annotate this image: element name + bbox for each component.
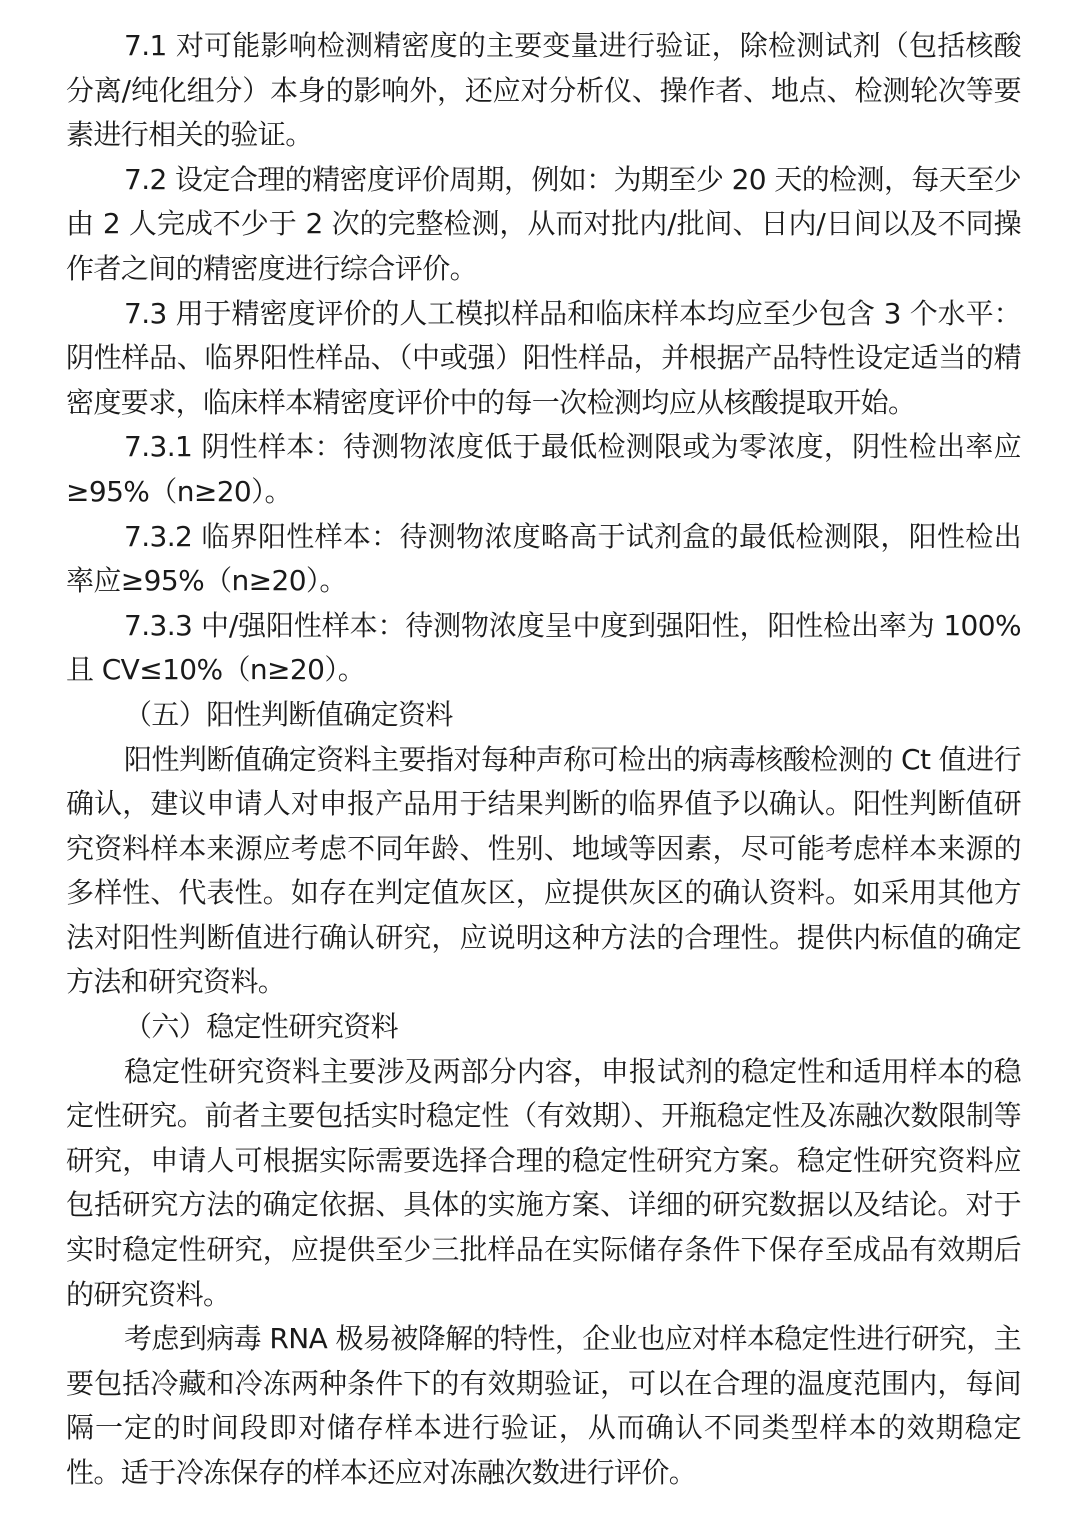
paragraph-7-3: 7.3 用于精密度评价的人工模拟样品和临床样本均应至少包含 3 个水平：阴性样品、临界阳性样品、（中或强）阳性样品，并根据产品特性设定适当的精密度要求，临床样本精密度评价中的每一次检测均应从核酸提取开始。 (66, 296, 1021, 419)
paragraph-7-1: 7.1 对可能影响检测精密度的主要变量进行验证，除检测试剂（包括核酸分离/纯化组分）本身的影响外，还应对分析仪、操作者、地点、检测轮次等要素进行相关的验证。 (66, 29, 1021, 152)
paragraph-sample-stability: 考虑到病毒 RNA 极易被降解的特性，企业也应对样本稳定性进行研究，主要包括冷藏和冷冻两种条件下的有效期验证，可以在合理的温度范围内，每间隔一定的时间段即对储存样本进行验证，从而确认不同类型样本的效期稳定性。适于冷冻保存的样本还应对冻融次数进行评价。 (66, 1322, 1021, 1489)
paragraph-7-3-3: 7.3.3 中/强阳性样本：待测物浓度呈中度到强阳性，阳性检出率为 100%且 CV≤10%（n≥20）。 (66, 608, 1021, 687)
paragraph-stability: 稳定性研究资料主要涉及两部分内容，申报试剂的稳定性和适用样本的稳定性研究。前者主要包括实时稳定性（有效期）、开瓶稳定性及冻融次数限制等研究，申请人可根据实际需要选择合理的稳定性研究方案。稳定性研究资料应包括研究方法的确定依据、具体的实施方案、详细的研究数据以及结论。对于实时稳定性研究，应提供至少三批样品在实际储存条件下保存至成品有效期后的研究资料。 (66, 1054, 1021, 1311)
paragraph-7-2: 7.2 设定合理的精密度评价周期，例如：为期至少 20 天的检测，每天至少由 2 人完成不少于 2 次的完整检测，从而对批内/批间、日内/日间以及不同操作者之间的精密度进行综合评价。 (66, 162, 1021, 285)
section-heading-5: （五）阳性判断值确定资料 (124, 697, 453, 731)
paragraph-positive-cutoff: 阳性判断值确定资料主要指对每种声称可检出的病毒核酸检测的 Ct 值进行确认，建议申请人对申报产品用于结果判断的临界值予以确认。阳性判断值研究资料样本来源应考虑不同年龄、性别、地域等因素，尽可能考虑样本来源的多样性、代表性。如存在判定值灰区，应提供灰区的确认资料。如采用其他方法对阳性判断值进行确认研究，应说明这种方法的合理性。提供内标值的确定方法和研究资料。 (66, 742, 1021, 999)
section-heading-6: （六）稳定性研究资料 (124, 1010, 399, 1044)
paragraph-7-3-1: 7.3.1 阴性样本：待测物浓度低于最低检测限或为零浓度，阴性检出率应≥95%（n≥20）。 (66, 430, 1021, 508)
paragraph-7-3-2: 7.3.2 临界阳性样本：待测物浓度略高于试剂盒的最低检测限，阳性检出率应≥95%（n≥20）。 (66, 519, 1021, 598)
document-page (66, 24, 1021, 1496)
